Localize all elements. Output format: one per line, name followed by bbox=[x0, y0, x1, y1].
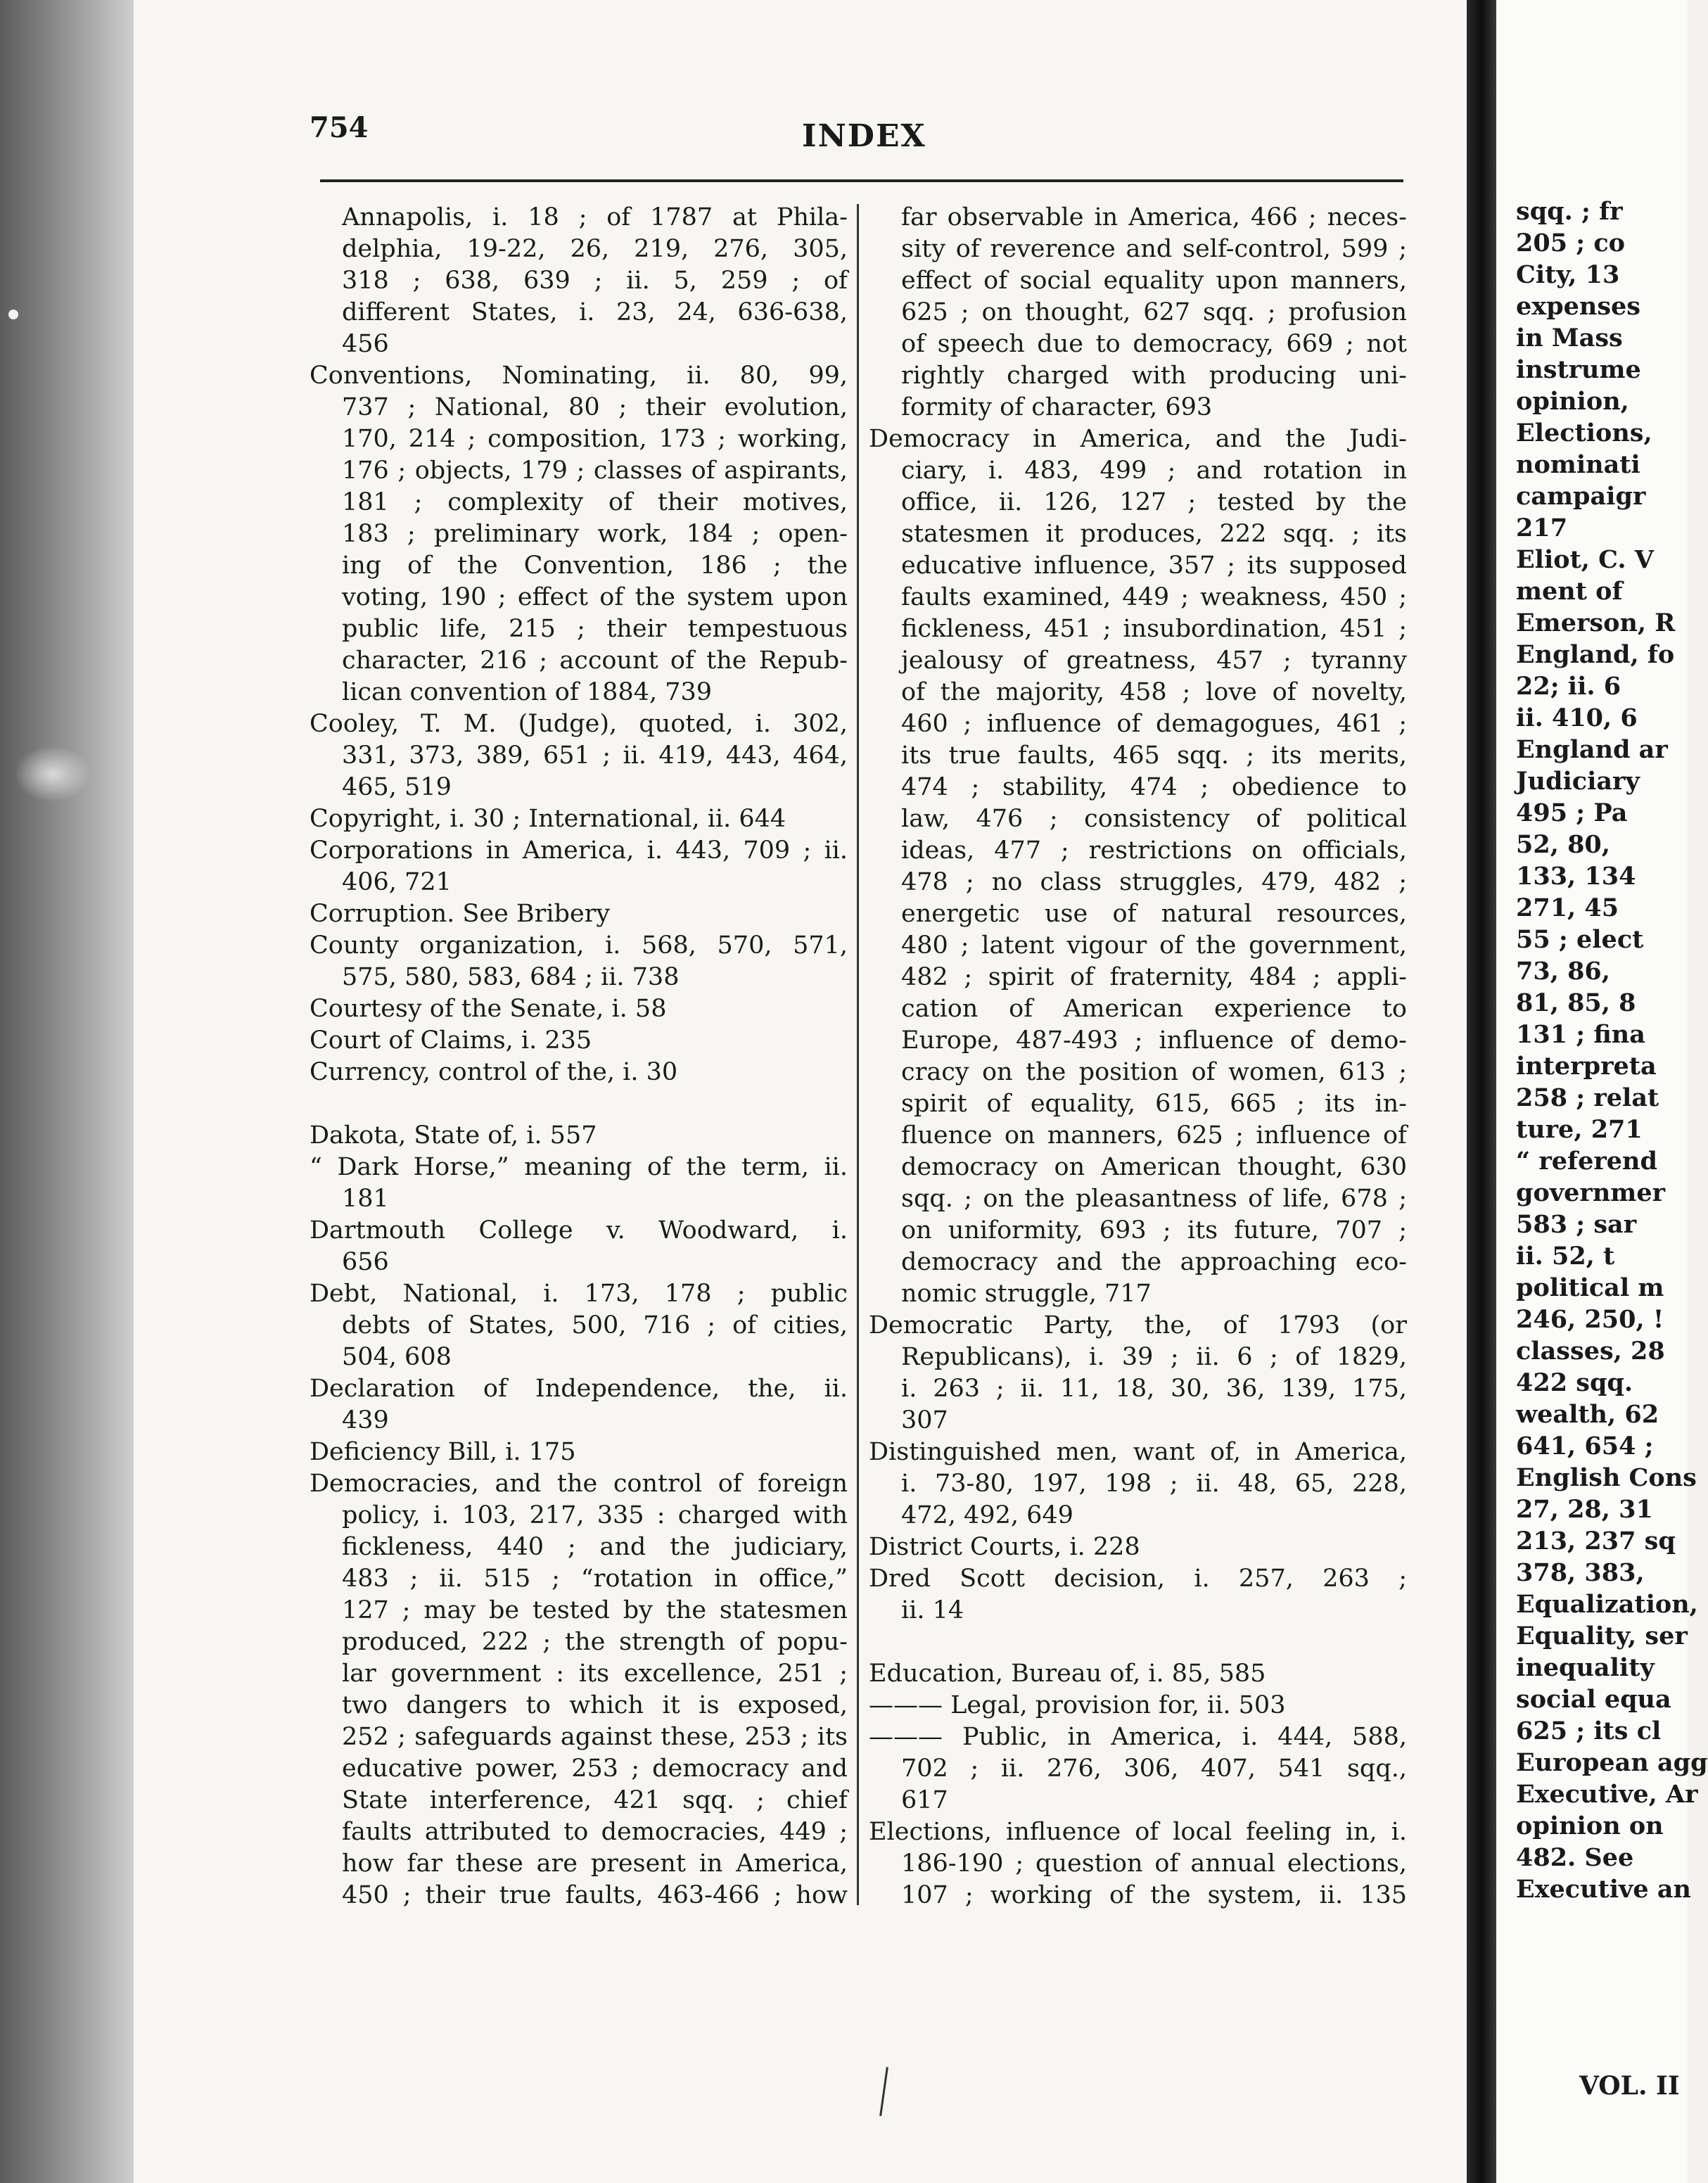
index-entry-continuation: 107 ; working of the system, ii. 135 bbox=[901, 1881, 1407, 1909]
adjacent-page-line: 583 ; sar bbox=[1516, 1210, 1637, 1239]
adjacent-page-line: political m bbox=[1516, 1273, 1664, 1302]
index-entry: Cooley, T. M. (Judge), quoted, i. 302, bbox=[310, 710, 848, 738]
index-entry-continuation: 176 ; objects, 179 ; classes of aspirants, bbox=[342, 457, 848, 485]
adjacent-page-line: 27, 28, 31 bbox=[1516, 1495, 1653, 1524]
column-divider bbox=[857, 204, 859, 1905]
index-entry-continuation: of the majority, 458 ; love of novelty, bbox=[901, 678, 1407, 706]
index-entry-continuation: different States, i. 23, 24, 636-638, bbox=[342, 298, 848, 326]
adjacent-page-line: Executive an bbox=[1516, 1875, 1691, 1904]
index-entry-continuation: Europe, 487-493 ; influence of demo- bbox=[901, 1026, 1407, 1055]
index-entry: Distinguished men, want of, in America, bbox=[869, 1438, 1407, 1466]
index-entry-continuation: 472, 492, 649 bbox=[901, 1501, 1073, 1529]
adjacent-page-line: expenses bbox=[1516, 292, 1640, 321]
index-entry-continuation: 450 ; their true faults, 463-466 ; how bbox=[342, 1881, 848, 1909]
index-entry-continuation: faults attributed to democracies, 449 ; bbox=[342, 1818, 848, 1846]
section-gap bbox=[869, 1627, 1407, 1658]
index-entry: Courtesy of the Senate, i. 58 bbox=[310, 995, 667, 1023]
adjacent-page-line: ment of bbox=[1516, 577, 1623, 606]
index-entry-continuation: 737 ; National, 80 ; their evolution, bbox=[342, 393, 848, 421]
adjacent-page-line: England ar bbox=[1516, 735, 1668, 764]
adjacent-page-line: Emerson, R bbox=[1516, 609, 1676, 637]
adjacent-page-line: 81, 85, 8 bbox=[1516, 988, 1636, 1017]
adjacent-page-line: 271, 45 bbox=[1516, 893, 1619, 922]
adjacent-page-line: 625 ; its cl bbox=[1516, 1717, 1662, 1745]
index-entry-continuation: 170, 214 ; composition, 173 ; working, bbox=[342, 425, 848, 453]
index-entry: Copyright, i. 30 ; International, ii. 644 bbox=[310, 805, 786, 833]
index-entry-continuation: 480 ; latent vigour of the government, bbox=[901, 931, 1407, 960]
index-entry-continuation: Annapolis, i. 18 ; of 1787 at Phila- bbox=[342, 203, 848, 231]
index-entry-continuation: 406, 721 bbox=[342, 868, 452, 896]
adjacent-page-line: Equalization, bbox=[1516, 1590, 1698, 1619]
adjacent-page-line: 52, 80, bbox=[1516, 830, 1610, 859]
index-column-right bbox=[869, 202, 1407, 1911]
adjacent-page-line: 55 ; elect bbox=[1516, 925, 1644, 954]
adjacent-page-line: City, 13 bbox=[1516, 260, 1620, 289]
adjacent-page-line: 205 ; co bbox=[1516, 229, 1626, 257]
adjacent-page-line: Eliot, C. V bbox=[1516, 545, 1654, 574]
index-entry-continuation: 127 ; may be tested by the statesmen bbox=[342, 1596, 848, 1624]
index-entry-continuation: 181 bbox=[342, 1185, 389, 1213]
adjacent-page-line: classes, 28 bbox=[1516, 1337, 1665, 1366]
adjacent-page-line: ture, 271 bbox=[1516, 1115, 1643, 1144]
index-entry-continuation: statesmen it produces, 222 sqq. ; its bbox=[901, 520, 1407, 548]
index-entry: Democracy in America, and the Judi- bbox=[869, 425, 1407, 453]
adjacent-page-line: 378, 383, bbox=[1516, 1558, 1645, 1587]
index-entry-continuation: rightly charged with producing uni- bbox=[901, 362, 1407, 390]
index-entry-continuation: 504, 608 bbox=[342, 1343, 452, 1371]
index-entry: “ Dark Horse,” meaning of the term, ii. bbox=[310, 1153, 848, 1181]
index-entry-continuation: character, 216 ; account of the Repub- bbox=[342, 647, 848, 675]
header-rule bbox=[320, 179, 1403, 182]
index-entry-continuation: 307 bbox=[901, 1406, 948, 1434]
index-entry-continuation: two dangers to which it is exposed, bbox=[342, 1691, 848, 1719]
index-entry: Education, Bureau of, i. 85, 585 bbox=[869, 1660, 1266, 1688]
index-entry-continuation: 439 bbox=[342, 1406, 389, 1434]
index-entry-continuation: 575, 580, 583, 684 ; ii. 738 bbox=[342, 963, 680, 991]
index-entry-continuation: sity of reverence and self-control, 599 ; bbox=[901, 235, 1407, 263]
index-entry: District Courts, i. 228 bbox=[869, 1533, 1140, 1561]
index-entry: Conventions, Nominating, ii. 80, 99, bbox=[310, 362, 848, 390]
index-entry-continuation: 456 bbox=[342, 330, 389, 358]
index-entry-continuation: democracy and the approaching eco- bbox=[901, 1248, 1407, 1276]
index-entry: Debt, National, i. 173, 178 ; public bbox=[310, 1280, 848, 1308]
index-entry-continuation: of speech due to democracy, 669 ; not bbox=[901, 330, 1407, 358]
index-entry-continuation: 318 ; 638, 639 ; ii. 5, 259 ; of bbox=[342, 267, 848, 295]
adjacent-page-line: Judiciary bbox=[1516, 767, 1640, 796]
index-entry-continuation: i. 263 ; ii. 11, 18, 30, 36, 139, 175, bbox=[901, 1375, 1407, 1403]
adjacent-page-line: 213, 237 sq bbox=[1516, 1527, 1676, 1555]
index-entry-continuation: formity of character, 693 bbox=[901, 393, 1213, 421]
adjacent-page-line: 258 ; relat bbox=[1516, 1083, 1659, 1112]
index-entry-continuation: lican convention of 1884, 739 bbox=[342, 678, 713, 706]
adjacent-page-line: opinion on bbox=[1516, 1812, 1664, 1840]
adjacent-page-line: 217 bbox=[1516, 514, 1568, 542]
index-entry-continuation: lar government : its excellence, 251 ; bbox=[342, 1660, 848, 1688]
adjacent-page-line: England, fo bbox=[1516, 640, 1675, 669]
adjacent-page-line: Executive, Ar bbox=[1516, 1780, 1698, 1809]
index-entry-continuation: debts of States, 500, 716 ; of cities, bbox=[342, 1311, 848, 1339]
index-entry-continuation: 460 ; influence of demagogues, 461 ; bbox=[901, 710, 1407, 738]
index-entry-continuation: educative influence, 357 ; its supposed bbox=[901, 552, 1407, 580]
index-entry-continuation: 482 ; spirit of fraternity, 484 ; appli- bbox=[901, 963, 1407, 991]
index-entry-continuation: ii. 14 bbox=[901, 1596, 964, 1624]
book-gutter bbox=[1467, 0, 1496, 2183]
index-entry-continuation: delphia, 19-22, 26, 219, 276, 305, bbox=[342, 235, 848, 263]
adjacent-page-line: European agg bbox=[1516, 1748, 1708, 1777]
adjacent-page-line: instrume bbox=[1516, 355, 1641, 384]
adjacent-page-line: inequality bbox=[1516, 1653, 1655, 1682]
adjacent-page-line: governmer bbox=[1516, 1178, 1666, 1207]
index-entry-continuation: 625 ; on thought, 627 sqq. ; profusion bbox=[901, 298, 1407, 326]
index-entry-continuation: fickleness, 440 ; and the judiciary, bbox=[342, 1533, 848, 1561]
adjacent-page-line: 246, 250, ! bbox=[1516, 1305, 1664, 1334]
adjacent-page-line: English Cons bbox=[1516, 1463, 1697, 1492]
index-entry: Currency, control of the, i. 30 bbox=[310, 1058, 678, 1086]
index-entry-continuation: i. 73-80, 197, 198 ; ii. 48, 65, 228, bbox=[901, 1470, 1407, 1498]
index-entry-continuation: democracy on American thought, 630 bbox=[901, 1153, 1407, 1181]
index-entry: Corporations in America, i. 443, 709 ; ii. bbox=[310, 836, 848, 865]
adjacent-page-line: 482. See bbox=[1516, 1843, 1634, 1872]
scan-artifact bbox=[8, 310, 18, 319]
index-entry: Dred Scott decision, i. 257, 263 ; bbox=[869, 1565, 1407, 1593]
index-column-left bbox=[310, 202, 848, 1911]
adjacent-page-line: sqq. ; fr bbox=[1516, 197, 1623, 226]
index-entry-continuation: ing of the Convention, 186 ; the bbox=[342, 552, 848, 580]
index-entry: Dakota, State of, i. 557 bbox=[310, 1121, 597, 1150]
adjacent-page-line: opinion, bbox=[1516, 387, 1629, 416]
index-entry-continuation: 702 ; ii. 276, 306, 407, 541 sqq., bbox=[901, 1755, 1407, 1783]
index-entry-continuation: State interference, 421 sqq. ; chief bbox=[342, 1786, 848, 1814]
index-entry-continuation: jealousy of greatness, 457 ; tyranny bbox=[901, 647, 1407, 675]
adjacent-page-line: ii. 410, 6 bbox=[1516, 704, 1638, 732]
index-entry-continuation: 656 bbox=[342, 1248, 389, 1276]
adjacent-page-line: wealth, 62 bbox=[1516, 1400, 1659, 1429]
adjacent-page-line: ii. 52, t bbox=[1516, 1242, 1615, 1271]
index-entry: Dartmouth College v. Woodward, i. bbox=[310, 1216, 848, 1245]
adjacent-page-line: 495 ; Pa bbox=[1516, 798, 1628, 827]
index-entry: ——— Legal, provision for, ii. 503 bbox=[869, 1691, 1286, 1719]
page-title: INDEX bbox=[802, 118, 926, 154]
adjacent-page-line: campaigr bbox=[1516, 482, 1646, 511]
index-entry-continuation: law, 476 ; consistency of political bbox=[901, 805, 1407, 833]
index-entry-continuation: public life, 215 ; their tempestuous bbox=[342, 615, 848, 643]
index-entry: County organization, i. 568, 570, 571, bbox=[310, 931, 848, 960]
adjacent-page-line: 641, 654 ; bbox=[1516, 1432, 1654, 1460]
index-entry-continuation: nomic struggle, 717 bbox=[901, 1280, 1152, 1308]
index-entry-continuation: 465, 519 bbox=[342, 773, 452, 801]
index-entry: ——— Public, in America, i. 444, 588, bbox=[869, 1723, 1407, 1751]
adjacent-page-line: 422 sqq. bbox=[1516, 1368, 1633, 1397]
scan-artifact bbox=[14, 746, 91, 802]
index-entry: Democracies, and the control of foreign bbox=[310, 1470, 848, 1498]
index-entry-continuation: 483 ; ii. 515 ; “rotation in office,” bbox=[342, 1565, 848, 1593]
index-entry-continuation: 474 ; stability, 474 ; obedience to bbox=[901, 773, 1407, 801]
index-entry-continuation: how far these are present in America, bbox=[342, 1850, 848, 1878]
index-entry-continuation: 183 ; preliminary work, 184 ; open- bbox=[342, 520, 848, 548]
index-entry-continuation: produced, 222 ; the strength of popu- bbox=[342, 1628, 848, 1656]
index-entry: Court of Claims, i. 235 bbox=[310, 1026, 592, 1055]
adjacent-page-line: in Mass bbox=[1516, 324, 1623, 352]
index-entry-continuation: Republicans), i. 39 ; ii. 6 ; of 1829, bbox=[901, 1343, 1407, 1371]
index-entry-continuation: fickleness, 451 ; insubordination, 451 ; bbox=[901, 615, 1407, 643]
index-entry-continuation: 181 ; complexity of their motives, bbox=[342, 488, 848, 516]
adjacent-page-line: nominati bbox=[1516, 450, 1640, 479]
section-gap bbox=[310, 1088, 848, 1120]
index-entry-continuation: ciary, i. 483, 499 ; and rotation in bbox=[901, 457, 1407, 485]
index-entry-continuation: sqq. ; on the pleasantness of life, 678 ; bbox=[901, 1185, 1407, 1213]
adjacent-page-line: social equa bbox=[1516, 1685, 1671, 1714]
adjacent-page-line: 133, 134 bbox=[1516, 862, 1636, 891]
index-entry-continuation: 617 bbox=[901, 1786, 948, 1814]
index-entry: Deficiency Bill, i. 175 bbox=[310, 1438, 576, 1466]
index-entry-continuation: 478 ; no class struggles, 479, 482 ; bbox=[901, 868, 1407, 896]
index-entry-continuation: effect of social equality upon manners, bbox=[901, 267, 1407, 295]
index-entry-continuation: voting, 190 ; effect of the system upon bbox=[342, 583, 848, 611]
index-entry-continuation: energetic use of natural resources, bbox=[901, 900, 1407, 928]
index-entry-continuation: fluence on manners, 625 ; influence of bbox=[901, 1121, 1407, 1150]
index-entry-continuation: educative power, 253 ; democracy and bbox=[342, 1755, 848, 1783]
adjacent-page bbox=[1496, 0, 1708, 2183]
index-entry: Democratic Party, the, of 1793 (or bbox=[869, 1311, 1407, 1339]
index-entry-continuation: 331, 373, 389, 651 ; ii. 419, 443, 464, bbox=[342, 742, 848, 770]
index-entry-continuation: ideas, 477 ; restrictions on officials, bbox=[901, 836, 1407, 865]
scan-border-left bbox=[0, 0, 134, 2183]
adjacent-page-line: “ referend bbox=[1516, 1147, 1657, 1176]
adjacent-page-line: 73, 86, bbox=[1516, 957, 1610, 986]
page-number: 754 bbox=[310, 111, 369, 144]
index-entry: Elections, influence of local feeling in, i. bbox=[869, 1818, 1407, 1846]
adjacent-page-line: Elections, bbox=[1516, 419, 1652, 447]
adjacent-page-line: Equality, ser bbox=[1516, 1622, 1688, 1650]
index-entry-continuation: 186-190 ; question of annual elections, bbox=[901, 1850, 1407, 1878]
index-entry-continuation: cracy on the position of women, 613 ; bbox=[901, 1058, 1407, 1086]
adjacent-page-line: interpreta bbox=[1516, 1052, 1657, 1081]
volume-footer: VOL. II bbox=[1579, 2071, 1680, 2101]
adjacent-page-line: 131 ; fina bbox=[1516, 1020, 1645, 1049]
index-entry-continuation: on uniformity, 693 ; its future, 707 ; bbox=[901, 1216, 1407, 1245]
index-entry: Declaration of Independence, the, ii. bbox=[310, 1375, 848, 1403]
index-entry: Corruption. See Bribery bbox=[310, 900, 611, 928]
adjacent-page-line: 22; ii. 6 bbox=[1516, 672, 1621, 701]
index-entry-continuation: its true faults, 465 sqq. ; its merits, bbox=[901, 742, 1407, 770]
index-entry-continuation: office, ii. 126, 127 ; tested by the bbox=[901, 488, 1407, 516]
index-entry-continuation: policy, i. 103, 217, 335 : charged with bbox=[342, 1501, 848, 1529]
index-entry-continuation: cation of American experience to bbox=[901, 995, 1407, 1023]
index-entry-continuation: 252 ; safeguards against these, 253 ; its bbox=[342, 1723, 848, 1751]
index-entry-continuation: spirit of equality, 615, 665 ; its in- bbox=[901, 1090, 1407, 1118]
index-entry-continuation: faults examined, 449 ; weakness, 450 ; bbox=[901, 583, 1407, 611]
index-entry-continuation: far observable in America, 466 ; neces- bbox=[901, 203, 1407, 231]
